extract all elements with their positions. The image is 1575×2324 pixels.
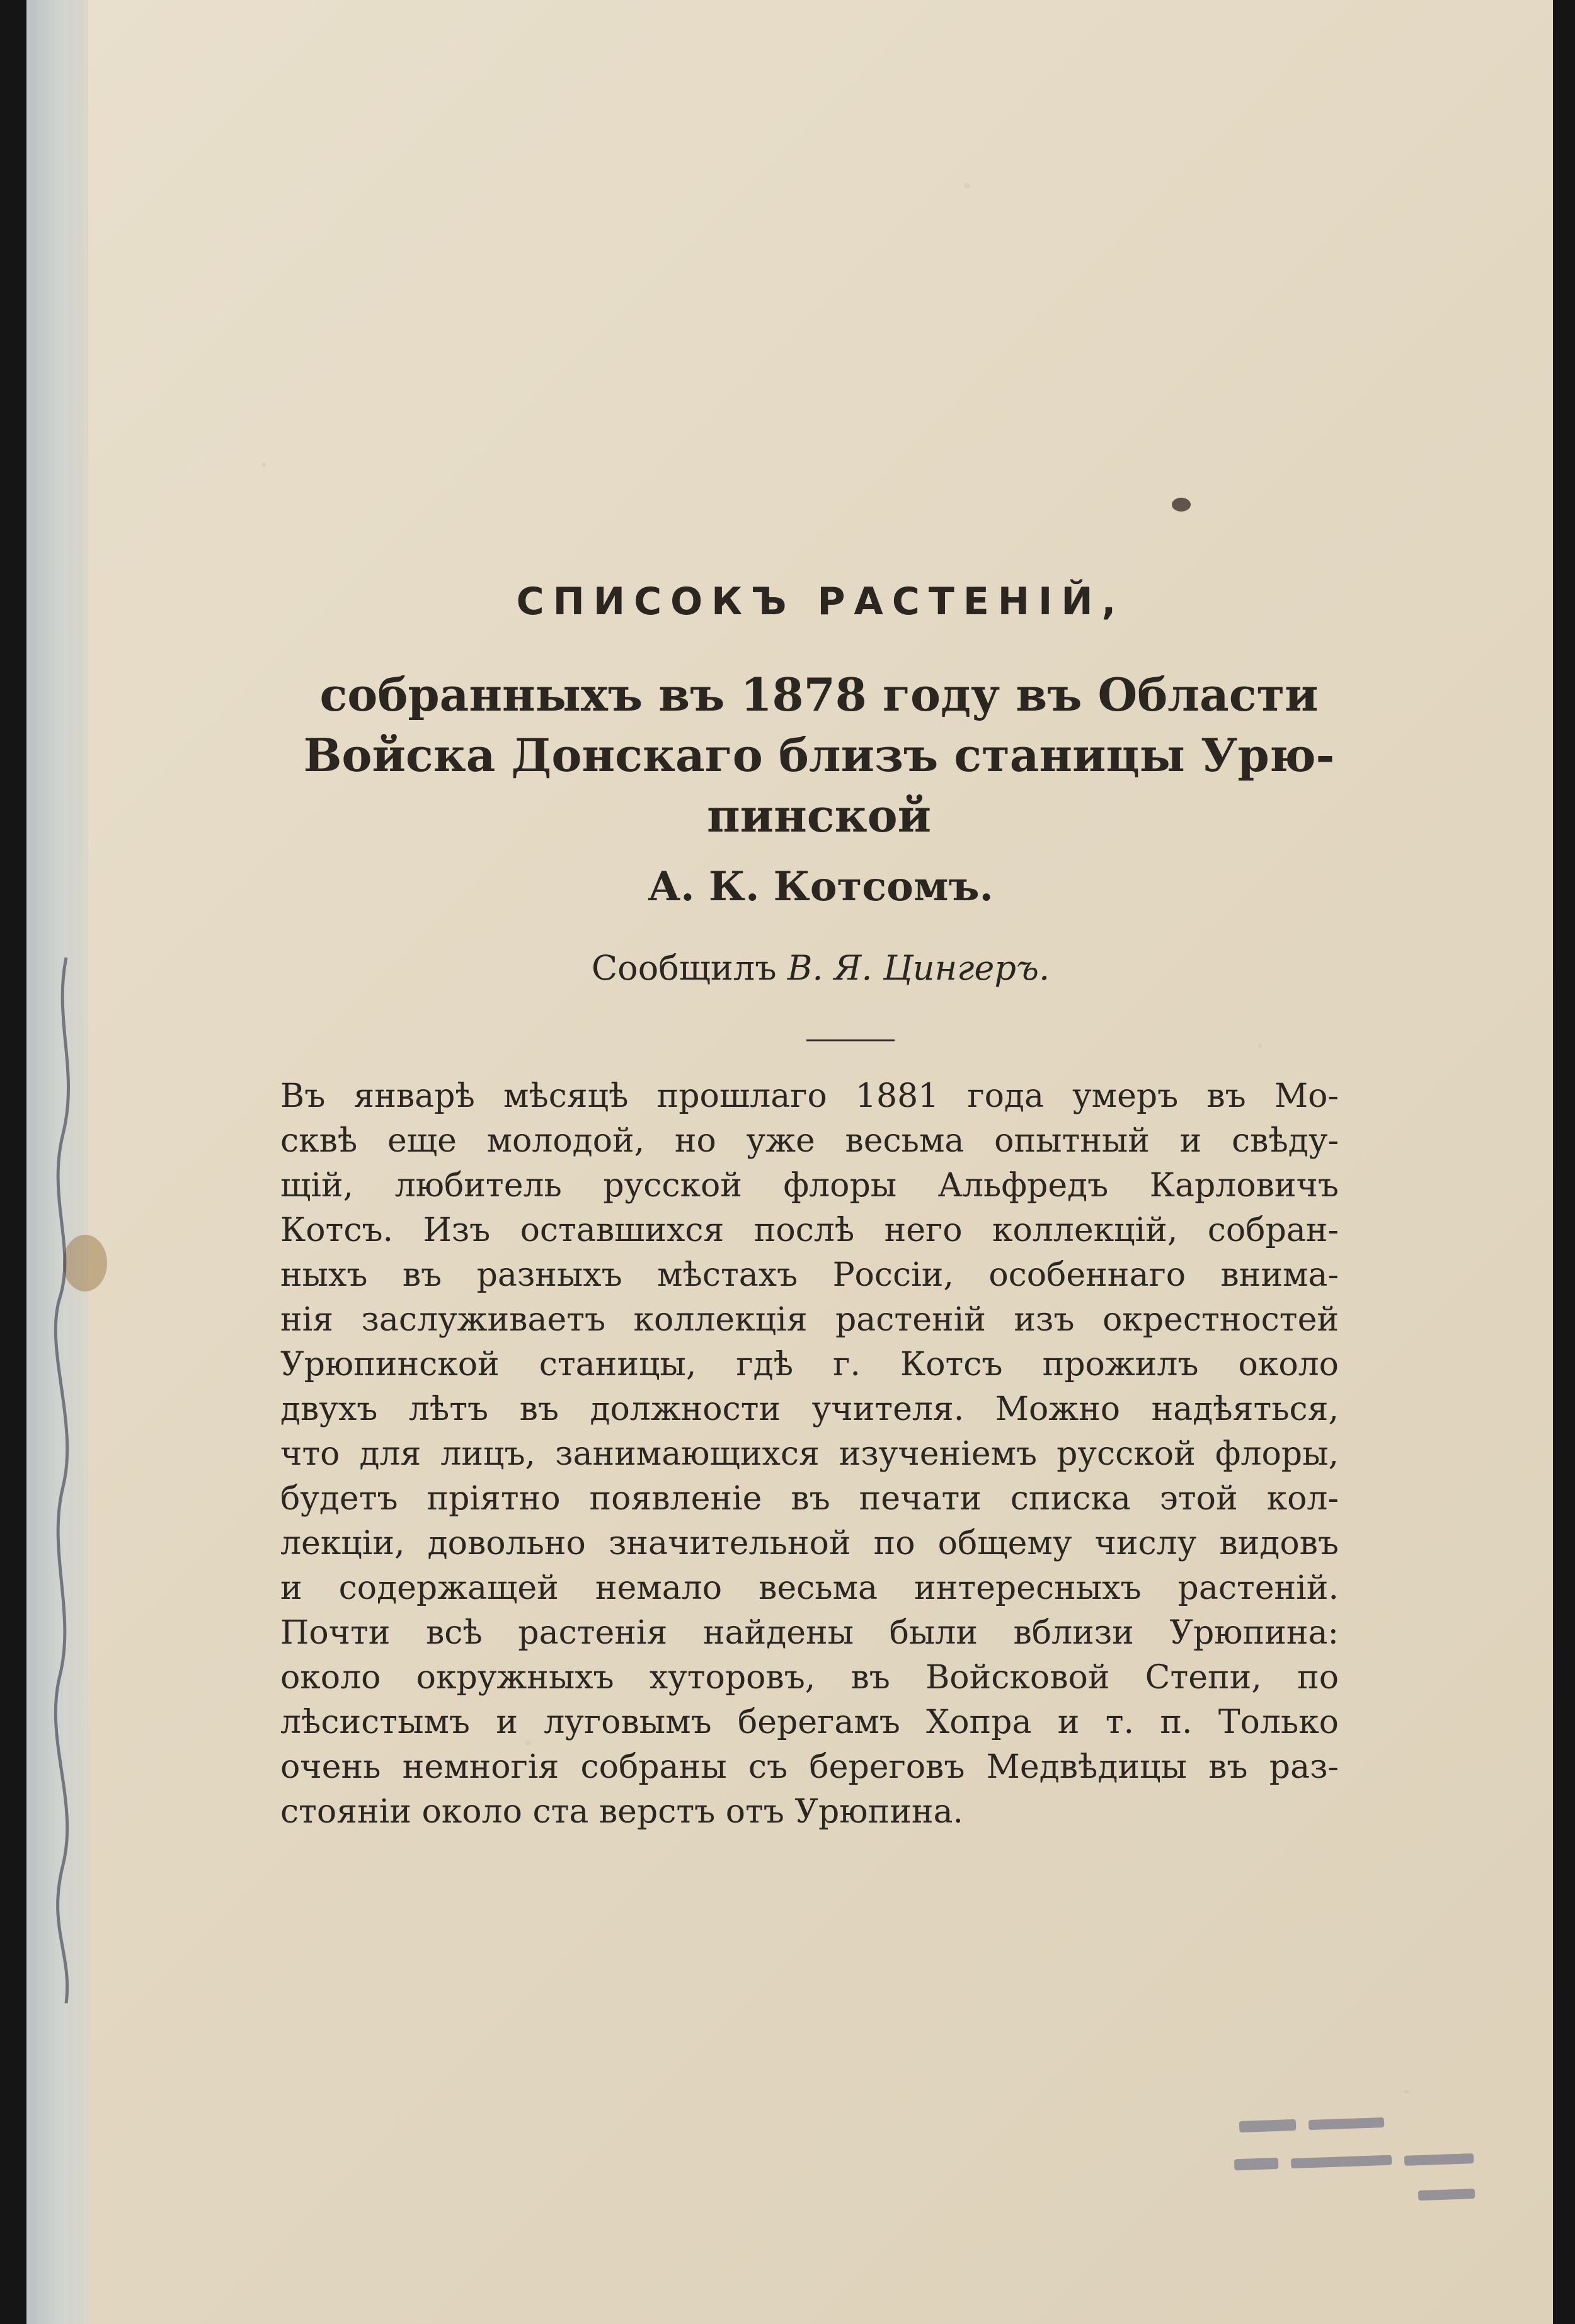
body-line: стояніи около ста верстъ отъ Урюпина. [280, 1793, 964, 1831]
document-title: СПИСОКЪ РАСТЕНІЙ, [516, 580, 1125, 624]
body-line: щій, любитель русской флоры Альфредъ Карловичъ [280, 1167, 1339, 1205]
separator-rule [806, 1039, 895, 1041]
subtitle-line: собранныхъ въ 1878 году въ Области [319, 668, 1319, 721]
body-line: сквѣ еще молодой, но уже весьма опытный и свѣду- [280, 1122, 1339, 1160]
body-line: Почти всѣ растенія найдены были вблизи Урюпина: [280, 1614, 1339, 1652]
subtitle-line: Войска Донскаго близъ станицы Урю- [303, 728, 1335, 782]
author-line: А. К. Котсомъ. [648, 863, 994, 910]
body-line: Урюпинской станицы, гдѣ г. Котсъ прожилъ около [280, 1346, 1339, 1383]
body-line: лекціи, довольно значительной по общему числу видовъ [280, 1525, 1339, 1562]
body-line: и содержащей немало весьма интересныхъ растеній. [280, 1569, 1339, 1607]
body-line: что для лицъ, занимающихся изученіемъ русской флоры, [280, 1435, 1339, 1473]
body-line: лѣсистымъ и луговымъ берегамъ Хопра и т. п. Только [280, 1703, 1339, 1741]
communicated-name: В. Я. Цингеръ. [787, 948, 1050, 988]
communicated-line [88, 948, 1553, 988]
body-paragraph [280, 1074, 1339, 1835]
pencil-marginalia [41, 945, 91, 2016]
paper-page [88, 0, 1553, 2324]
body-line: будетъ пріятно появленіе въ печати списка этой кол- [280, 1480, 1339, 1518]
foxing-stain [1172, 498, 1191, 512]
subtitle-line: пинской [706, 789, 932, 842]
body-line: ныхъ въ разныхъ мѣстахъ Россіи, особеннаго внима- [280, 1256, 1339, 1294]
document-subtitle [296, 665, 1342, 846]
body-line: нія заслуживаетъ коллекція растеній изъ окрестностей [280, 1301, 1339, 1339]
body-line: около окружныхъ хуторовъ, въ Войсковой Степи, по [280, 1659, 1339, 1697]
body-line: Котсъ. Изъ оставшихся послѣ него коллекцій, собран- [280, 1211, 1339, 1249]
body-line: Въ январѣ мѣсяцѣ прошлаго 1881 года умеръ въ Мо- [280, 1077, 1339, 1115]
body-line: очень немногія собраны съ береговъ Медвѣдицы въ раз- [280, 1748, 1339, 1786]
body-line: двухъ лѣтъ въ должности учителя. Можно надѣяться, [280, 1390, 1339, 1428]
library-stamp [1226, 2099, 1508, 2253]
communicated-prefix: Сообщилъ [591, 948, 777, 988]
